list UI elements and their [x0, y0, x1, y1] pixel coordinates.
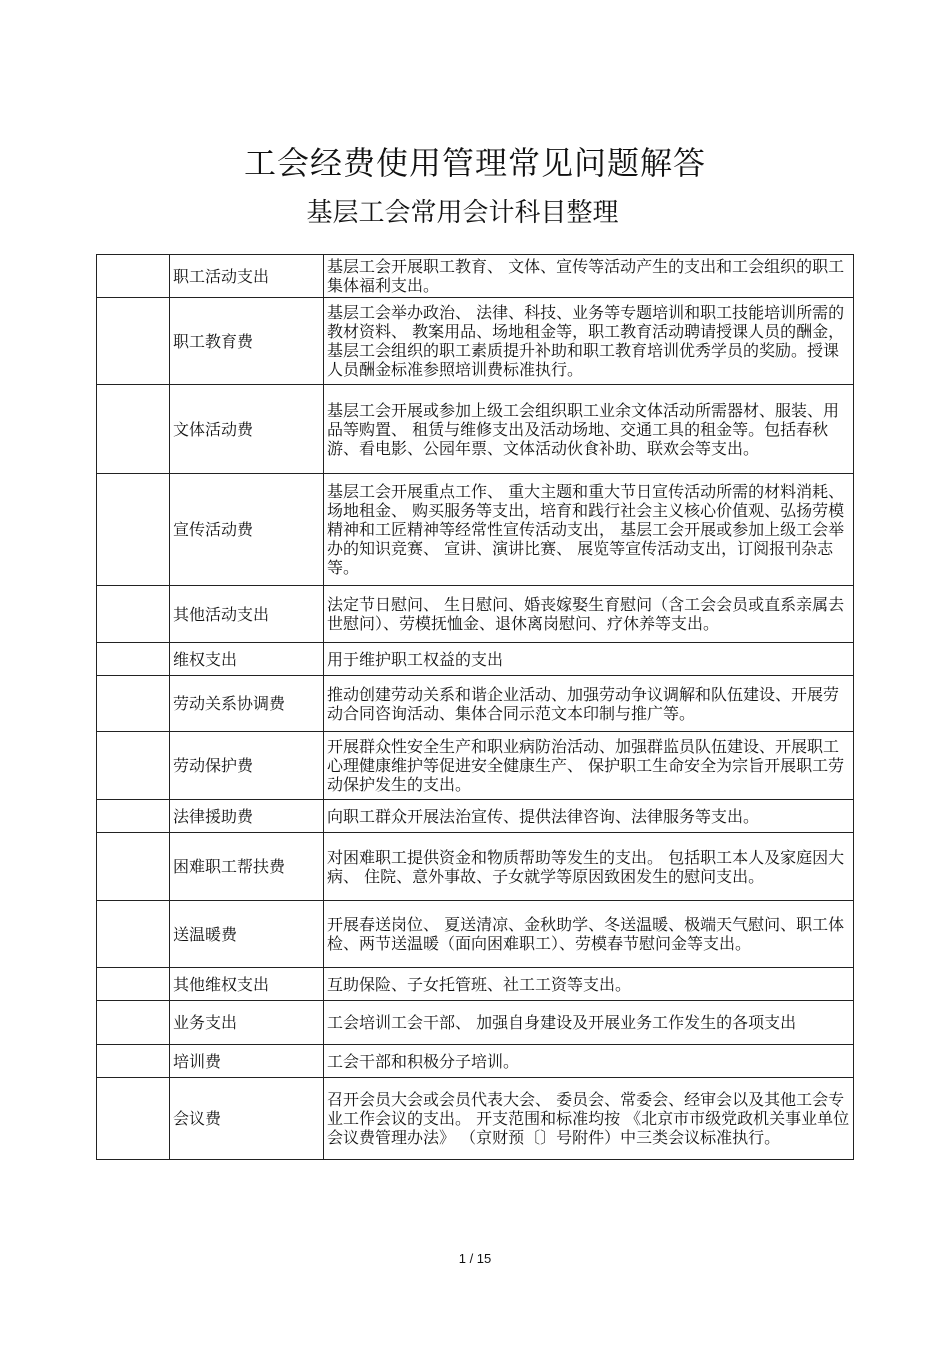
account-name: 困难职工帮扶费: [170, 833, 324, 901]
account-description: 推动创建劳动关系和谐企业活动、加强劳动争议调解和队伍建设、开展劳动合同咨询活动、集体合同示范文本印制与推广等。: [324, 676, 854, 732]
table-row: [97, 385, 854, 474]
table-row: [97, 1001, 854, 1045]
account-name: 送温暖费: [170, 901, 324, 968]
table-row: [97, 298, 854, 385]
blank-cell: [97, 474, 170, 586]
blank-cell: [97, 1045, 170, 1078]
account-description: 召开会员大会或会员代表大会、 委员会、常委会、经审会以及其他工会专业工作会议的支出。 开支范围和标准均按 《北京市市级党政机关事业单位会议费管理办法》 （京财预〔〕号附件）中三类会议标准执行。: [324, 1078, 854, 1160]
account-description: 工会培训工会干部、 加强自身建设及开展业务工作发生的各项支出: [324, 1001, 854, 1045]
table-row: [97, 474, 854, 586]
table-row: [97, 968, 854, 1001]
account-name: 其他活动支出: [170, 586, 324, 643]
table-row: [97, 676, 854, 732]
page-number: 1 / 15: [458, 1251, 492, 1266]
blank-cell: [97, 901, 170, 968]
account-name: 业务支出: [170, 1001, 324, 1045]
account-name: 宣传活动费: [170, 474, 324, 586]
account-name: 会议费: [170, 1078, 324, 1160]
account-name: 劳动关系协调费: [170, 676, 324, 732]
account-description: 法定节日慰问、 生日慰问、婚丧嫁娶生育慰问（含工会会员或直系亲属去世慰问）、劳模抚恤金、退休离岗慰问、疗休养等支出。: [324, 586, 854, 643]
account-name: 职工教育费: [170, 298, 324, 385]
account-description: 用于维护职工权益的支出: [324, 643, 854, 676]
document-subtitle: 基层工会常用会计科目整理: [306, 198, 619, 228]
account-description: 开展群众性安全生产和职业病防治活动、加强群监员队伍建设、开展职工心理健康维护等促进安全健康生产、 保护职工生命安全为宗旨开展职工劳动保护发生的支出。: [324, 732, 854, 800]
blank-cell: [97, 732, 170, 800]
blank-cell: [97, 385, 170, 474]
account-name: 职工活动支出: [170, 255, 324, 298]
account-description: 对困难职工提供资金和物质帮助等发生的支出。 包括职工本人及家庭因大病、 住院、意外事故、子女就学等原因致困发生的慰问支出。: [324, 833, 854, 901]
blank-cell: [97, 1001, 170, 1045]
account-description: 基层工会开展职工教育、 文体、宣传等活动产生的支出和工会组织的职工集体福利支出。: [324, 255, 854, 298]
account-description: 向职工群众开展法治宣传、提供法律咨询、法律服务等支出。: [324, 800, 854, 833]
table-row: [97, 1078, 854, 1160]
account-description: 工会干部和积极分子培训。: [324, 1045, 854, 1078]
account-description: 基层工会开展或参加上级工会组织职工业余文体活动所需器材、服装、用品等购置、 租赁与维修支出及活动场地、交通工具的租金等。包括春秋游、看电影、公园年票、文体活动伙食补助、联欢会等支出。: [324, 385, 854, 474]
account-description: 互助保险、子女托管班、社工工资等支出。: [324, 968, 854, 1001]
blank-cell: [97, 586, 170, 643]
account-description: 开展春送岗位、 夏送清凉、金秋助学、冬送温暖、极端天气慰问、职工体检、两节送温暖（面向困难职工）、劳模春节慰问金等支出。: [324, 901, 854, 968]
account-name: 文体活动费: [170, 385, 324, 474]
blank-cell: [97, 676, 170, 732]
table-row: [97, 255, 854, 298]
account-name: 法律援助费: [170, 800, 324, 833]
blank-cell: [97, 643, 170, 676]
document-title: 工会经费使用管理常见问题解答: [243, 144, 706, 182]
table-row: [97, 643, 854, 676]
table-row: [97, 901, 854, 968]
account-description: 基层工会举办政治、 法律、科技、业务等专题培训和职工技能培训所需的教材资料、 教案用品、场地租金等，职工教育活动聘请授课人员的酬金， 基层工会组织的职工素质提升补助和职工教育培训优秀学员的奖励。授课人员酬金标准参照培训费标准执行。: [324, 298, 854, 385]
table-row: [97, 800, 854, 833]
account-name: 维权支出: [170, 643, 324, 676]
table-row: [97, 732, 854, 800]
table-row: [97, 833, 854, 901]
account-name: 培训费: [170, 1045, 324, 1078]
blank-cell: [97, 1078, 170, 1160]
blank-cell: [97, 833, 170, 901]
account-name: 其他维权支出: [170, 968, 324, 1001]
account-name: 劳动保护费: [170, 732, 324, 800]
blank-cell: [97, 298, 170, 385]
blank-cell: [97, 968, 170, 1001]
account-description: 基层工会开展重点工作、 重大主题和重大节日宣传活动所需的材料消耗、场地租金、 购买服务等支出，培育和践行社会主义核心价值观、弘扬劳模精神和工匠精神等经常性宣传活动支出， 基层工会开展或参加上级工会举办的知识竞赛、 宣讲、演讲比赛、 展览等宣传活动支出，订阅报刊杂志等。: [324, 474, 854, 586]
accounts-table: [96, 254, 854, 1160]
blank-cell: [97, 255, 170, 298]
table-row: [97, 1045, 854, 1078]
table-row: [97, 586, 854, 643]
blank-cell: [97, 800, 170, 833]
